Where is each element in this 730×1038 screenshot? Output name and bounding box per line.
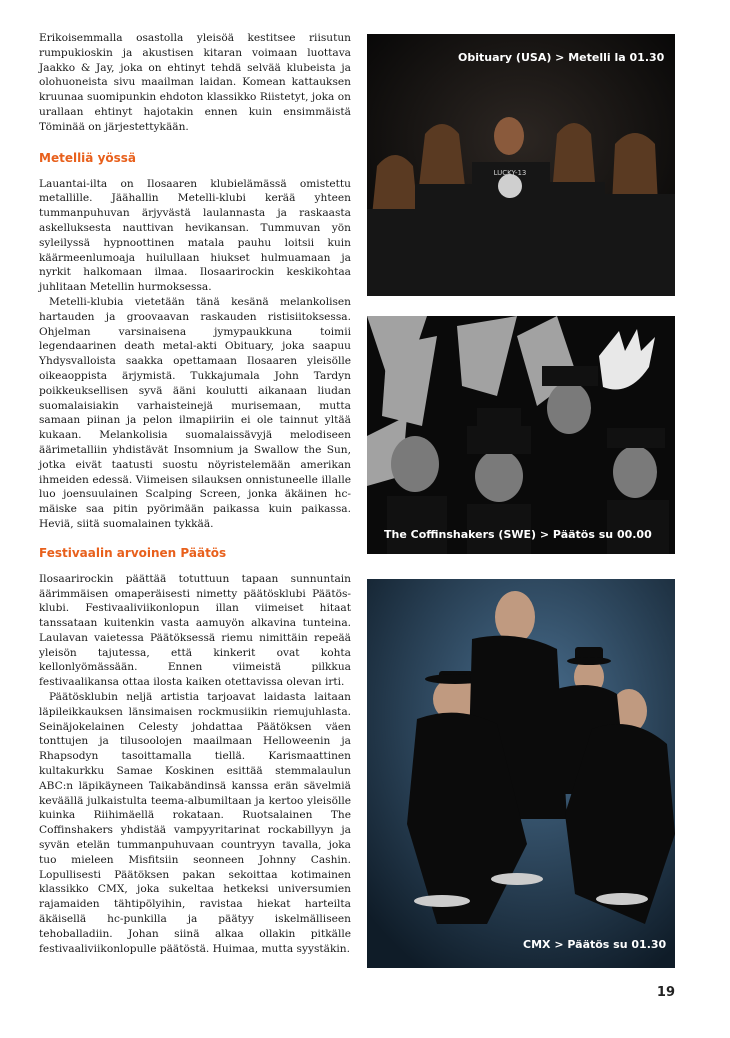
section-heading-paatos: Festivaalin arvoinen Päätös: [39, 545, 227, 560]
cmx-photo: [367, 579, 675, 968]
cmx-caption: CMX > Päätös su 01.30: [523, 938, 667, 951]
metelli-paragraph-1: Lauantai-ilta on Ilosaaren klubielämässä omistettu metallille. Jäähallin Metelli-klubi kerää yhteen tummanpuhuvan ärjyvästä laulannasta ja raskaasta askelluksesta nauttivan hevikansan. Tummuvan yön syleilyssä hypnoottinen matala pauhu loitsii kuin käärmeenlumoaja huilullaan hiukset hulmuamaan ja nyrkit halkomaan ilmaa. Ilosaarirockin keskikohtaa juhlitaan Metellin hurmoksessa.: [39, 177, 351, 294]
page-number: 19: [656, 985, 675, 1000]
intro-paragraph: Erikoisemmalla osastolla yleisöä kestitsee riisutun rumpukioskin ja akustisen kitaran voimaan luottava Jaakko & Jay, joka on ehtinyt tehdä selvää klubeista ja olohuoneista sivu maailman laidan. Komean kattauksen kruunaa suomipunkin ehdoton klassikko Riistetyt, joka on urallaan ehtinyt hajotakin ennen kuin ensimmäistä Töminää on järjestettykään.: [39, 32, 351, 133]
metelli-paragraph-2: Metelli-klubia vietetään tänä kesänä melankolisen hartauden ja groovaavan raskauden ristisiitoksessa. Ohjelman varsinaisena jymypaukkuna toimii legendaarinen death metal-akti Obituary, joka saapuu Yhdysvalloista saakka opettamaan Ilosaaren yleisölle oikeaoppista ärjymistä. Tukkajumala John Tardyn poikkeuksellisen syvä ääni koulutti aikanaan liudan suomalaisiakin varhaisteinejä murisemaan, mutta samaan piinan ja pelon ilmapiiriin ei ole tainnut yltää kukaan. Melankolisia suomalaissävyjä melodiseen äärimetalliin yhdistävät Insomnium ja Swallow the Sun, jotka eivät taatusti suostu nöyristelemään amerikan ihmeiden edessä. Viimeisen silauksen onnistuneelle illalle luo joensuulainen Scalping Screen, jonka äkäinen hc-mäiske saa pitin pyörimään paikassa kuin paikassa. Heviä, siitä suomalainen tykkää.: [39, 295, 351, 530]
coffinshakers-photo: [367, 316, 675, 554]
tshirt-print: LUCKY-13: [493, 169, 527, 177]
article-column: [39, 31, 351, 956]
coffinshakers-caption: The Coffinshakers (SWE) > Päätös su 00.00: [384, 528, 652, 541]
paatos-paragraph-1: Ilosaarirockin päättää totuttuun tapaan sunnuntain äärimmäisen omaperäisesti nimetty päätösklubi Päätös-klubi. Festivaaliviikonlopun illan viimeiset hitaat tanssataan kuitenkin vasta aamuyön alkavina tunteina. Laulavan vaietessa Päätöksessä riemu nimittäin repeää yleisön tajutessa, että kinkerit ovat kohta kellonlyömässään. Ennen viimeistä pilkkua festivaalikansa ottaa ilosta kaiken otettavissa olevan irti.: [39, 572, 351, 689]
section-heading-metelli: Metelliä yössä: [39, 150, 137, 165]
obituary-caption: Obituary (USA) > Metelli la 01.30: [458, 51, 665, 64]
obituary-photo: [367, 34, 675, 296]
paatos-paragraph-2: Päätösklubin neljä artistia tarjoavat laidasta laitaan läpileikkauksen länsimaisen rockmusiikin riemujuhlasta. Seinäjokelainen Celesty johdattaa Päätöksen väen tonttujen ja tilusoolojen maailmaan Helloweenin ja Rhapsodyn tasoittamalla tiellä. Karismaattinen kultakurkku Samae Koskinen esittää stemmalaulun ABC:n läpikäyneen Taikabändinsä kanssa erän sävelmiä keväällä julkaistulta teema-albumiltaan ja kertoo yleisölle kuinka Riihimäellä rokataan. Ruotsalainen The Coffinshakers yhdistää vampyyritarinat rockabillyyn ja syvän etelän tummanpuhuvaan countryyn tavalla, joka tuo mieleen Misfitsiin seonneen Johnny Cashin. Lopullisesti Päätöksen pakan sekoittaa kotimainen klassikko CMX, joka sukeltaa hetkeksi universumien rajamaiden tähtipölyihin, ravistaa hiekat harteilta äkäisellä hc-punkilla ja päätyy iskelmälliseen tehoballadiin. Johan siinä alkaa ollakin pitkälle festivaaliviikonlopulle päätöstä. Huimaa, mutta syystäkin.: [39, 691, 351, 955]
